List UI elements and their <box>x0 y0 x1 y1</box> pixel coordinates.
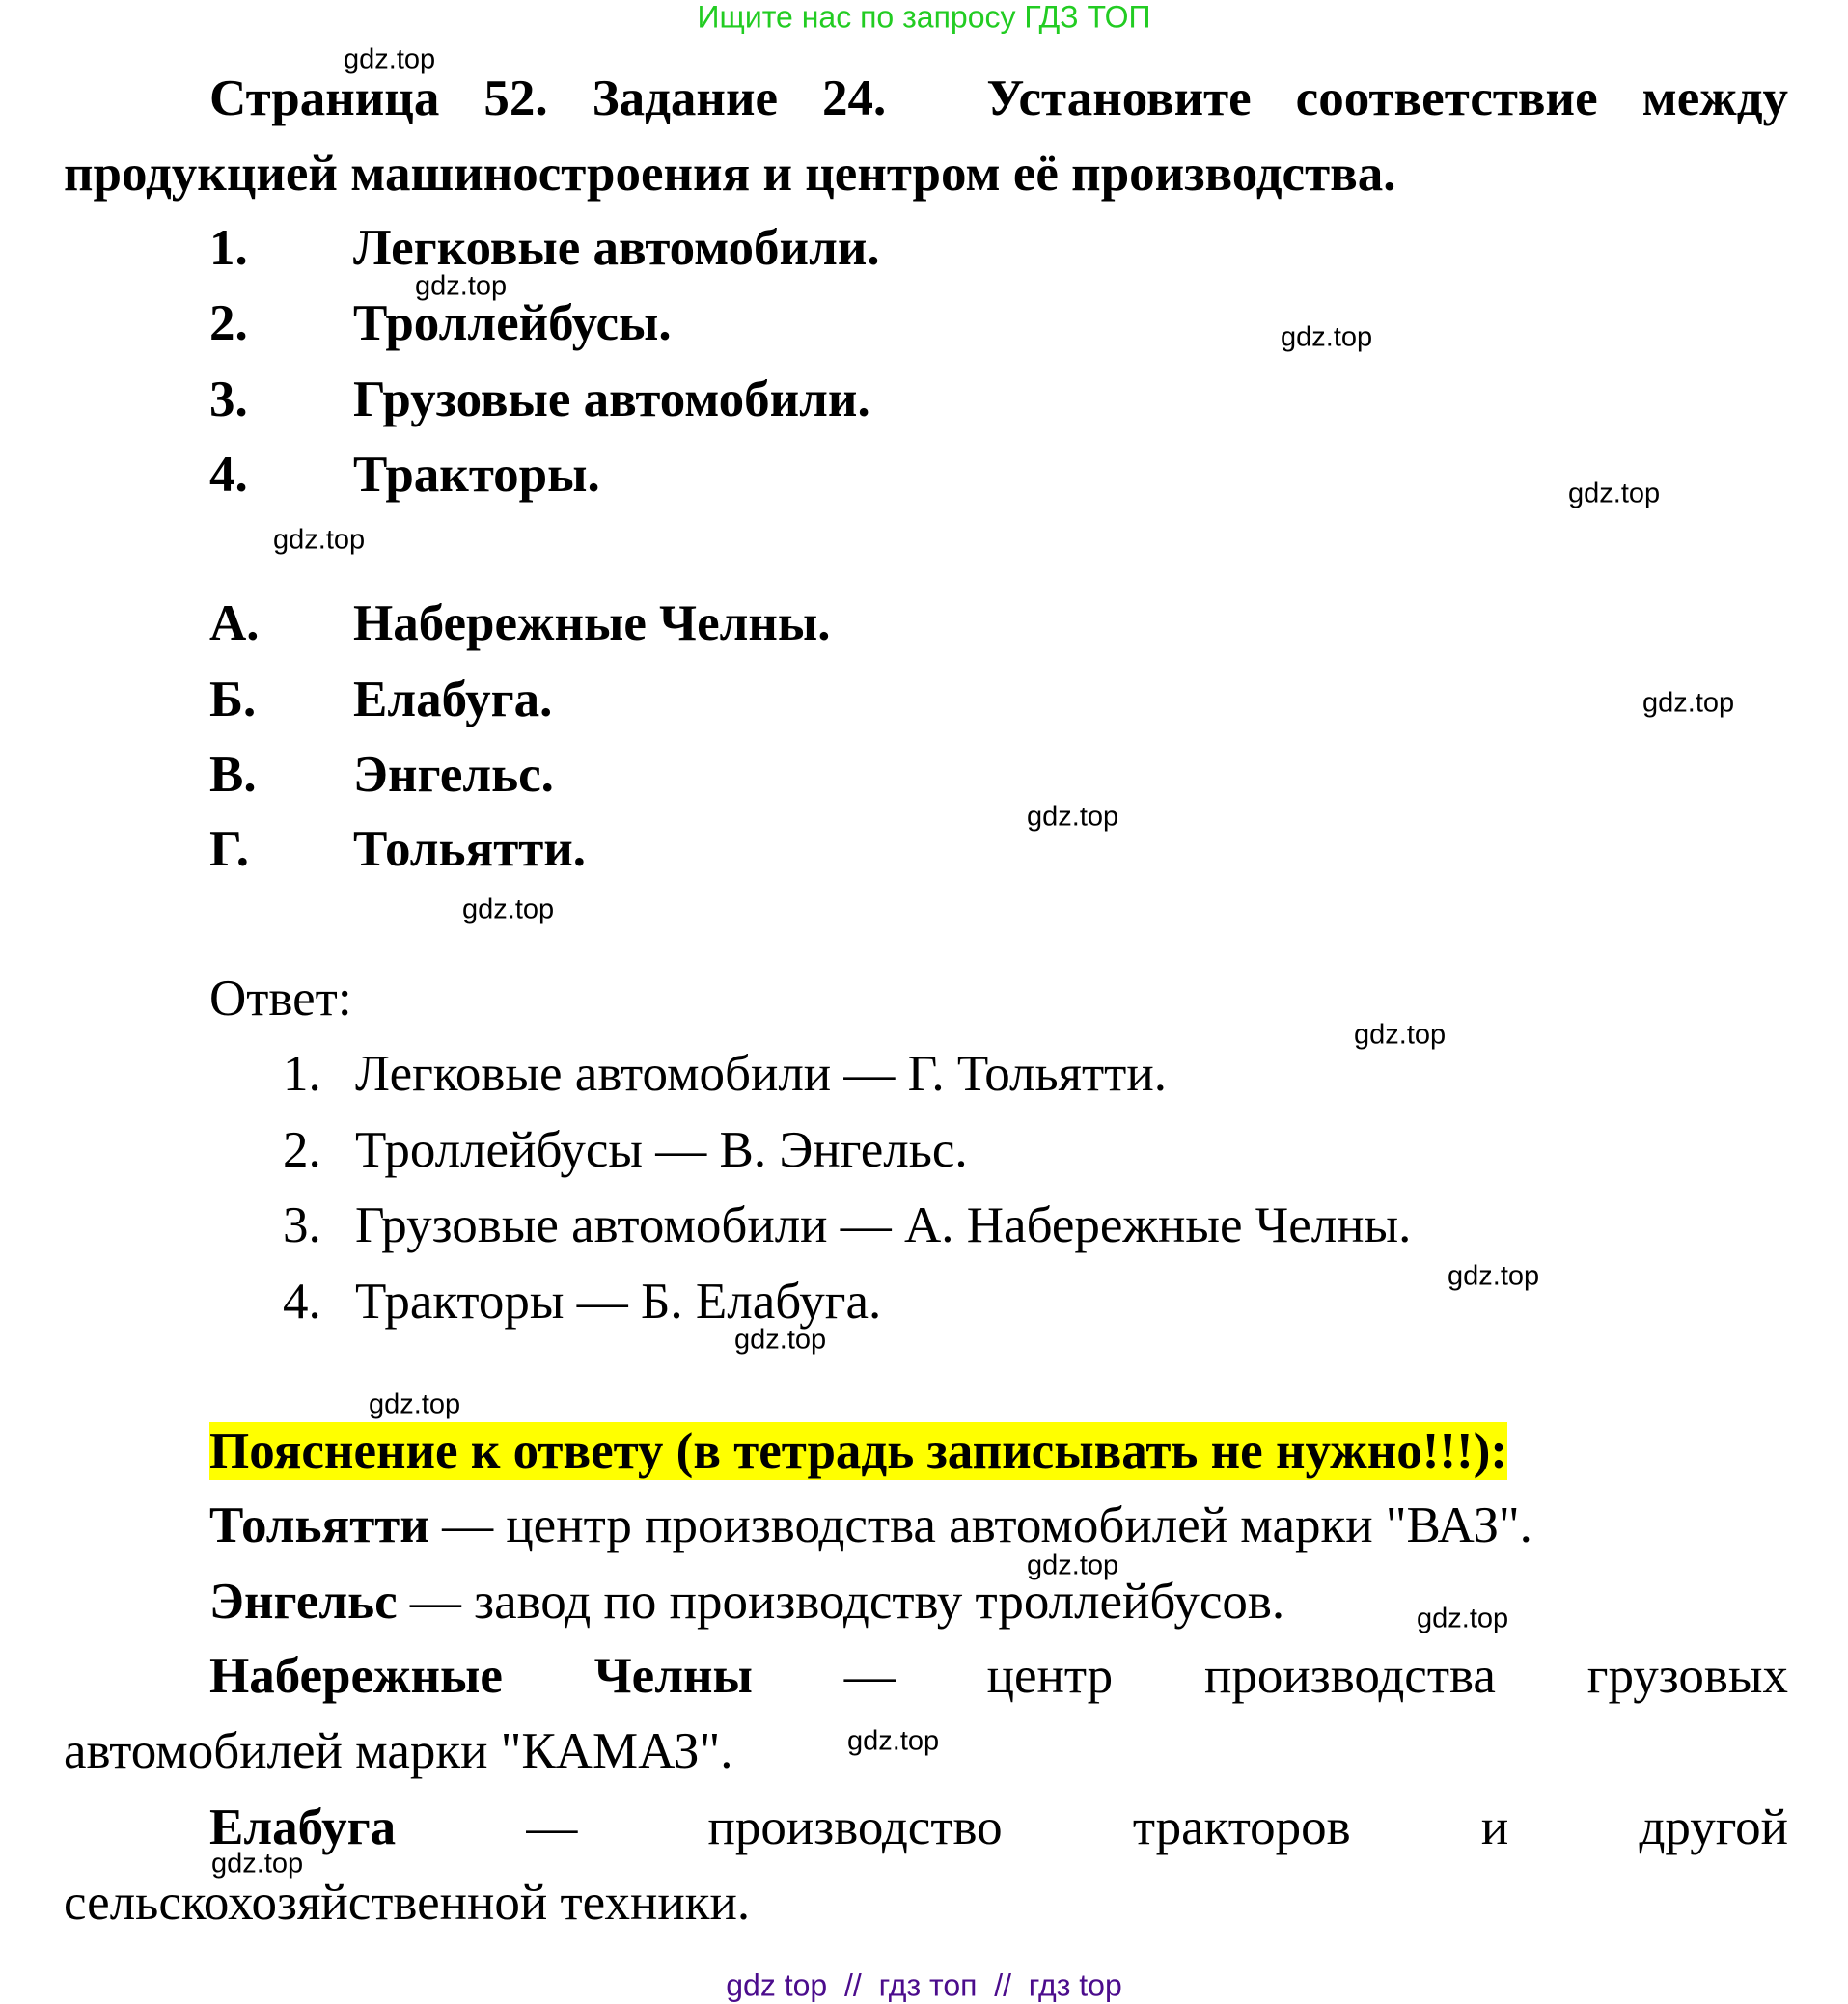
product-label: Легковые автомобили. <box>353 220 880 276</box>
watermark: gdz.top <box>1027 801 1119 833</box>
explanation-elabuga <box>209 1798 1788 1856</box>
definition: — завод по производству троллейбусов. <box>397 1574 1285 1630</box>
center-letter: В. <box>209 747 257 803</box>
answer-text: Троллейбусы — В. Энгельс. <box>355 1122 968 1178</box>
search-banner: Ищите нас по запросу ГДЗ ТОП <box>697 0 1151 35</box>
center-letter: Г. <box>209 821 249 877</box>
explanation-chelny-line2: автомобилей марки "КАМАЗ". <box>64 1723 733 1779</box>
answer-num: 4. <box>283 1274 321 1330</box>
term: Елабуга <box>209 1799 397 1855</box>
definition: — производство тракторов и другой <box>526 1799 1789 1855</box>
center-label: Тольятти. <box>353 821 587 877</box>
center-label: Набережные Челны. <box>353 595 831 651</box>
term: Энгельс <box>209 1574 398 1630</box>
watermark: gdz.top <box>1568 478 1661 509</box>
task-text-line2: продукцией машиностроения и центром её производства. <box>64 146 1396 202</box>
watermark: gdz.top <box>1027 1550 1119 1581</box>
watermark: gdz.top <box>1354 1019 1447 1051</box>
product-num: 3. <box>209 371 248 427</box>
answer-text: Тракторы — Б. Елабуга. <box>355 1274 882 1330</box>
answer-num: 2. <box>283 1122 321 1178</box>
product-num: 4. <box>209 447 248 503</box>
watermark: gdz.top <box>273 524 366 556</box>
watermark: gdz.top <box>462 893 555 925</box>
watermark: gdz.top <box>1642 687 1735 719</box>
product-num: 2. <box>209 295 248 351</box>
watermark: gdz.top <box>369 1388 461 1420</box>
watermark: gdz.top <box>415 270 508 302</box>
product-label: Тракторы. <box>353 447 600 503</box>
product-label: Грузовые автомобили. <box>353 371 870 427</box>
answer-num: 3. <box>283 1197 321 1253</box>
watermark: gdz.top <box>734 1324 827 1356</box>
watermark: gdz.top <box>1417 1603 1509 1634</box>
term: Тольятти <box>209 1497 429 1553</box>
term: Набережные Челны <box>209 1648 753 1704</box>
footer-links: gdz top // гдз топ // гдз top <box>726 1967 1122 2003</box>
explanation-togliatti <box>209 1496 1532 1554</box>
definition: — центр производства грузовых <box>843 1648 1789 1704</box>
watermark: gdz.top <box>1281 321 1373 353</box>
watermark: gdz.top <box>211 1848 304 1880</box>
explanation-engels <box>209 1573 1284 1631</box>
answer-heading: Ответ: <box>209 971 352 1027</box>
watermark: gdz.top <box>847 1725 940 1757</box>
explanation-chelny <box>209 1647 1788 1705</box>
center-label: Энгельс. <box>353 747 554 803</box>
product-num: 1. <box>209 220 248 276</box>
explanation-heading: Пояснение к ответу (в тетрадь записывать не нужно!!!): <box>209 1423 1508 1479</box>
center-letter: А. <box>209 595 260 651</box>
product-label: Троллейбусы. <box>353 295 672 351</box>
answer-text: Легковые автомобили — Г. Тольятти. <box>355 1046 1167 1102</box>
answer-num: 1. <box>283 1046 321 1102</box>
center-letter: Б. <box>209 672 257 727</box>
definition: — центр производства автомобилей марки "ВАЗ". <box>428 1497 1532 1553</box>
watermark: gdz.top <box>344 43 436 75</box>
explanation-elabuga-line2: сельскохозяйственной техники. <box>64 1875 751 1931</box>
center-label: Елабуга. <box>353 672 553 727</box>
watermark: gdz.top <box>1448 1260 1540 1292</box>
answer-text: Грузовые автомобили — А. Набережные Челны. <box>355 1197 1412 1253</box>
task-title: Страница 52. Задание 24. <box>209 70 887 126</box>
task-title-line <box>209 69 1788 127</box>
task-text-line1: Установите соответствие между <box>986 70 1789 126</box>
